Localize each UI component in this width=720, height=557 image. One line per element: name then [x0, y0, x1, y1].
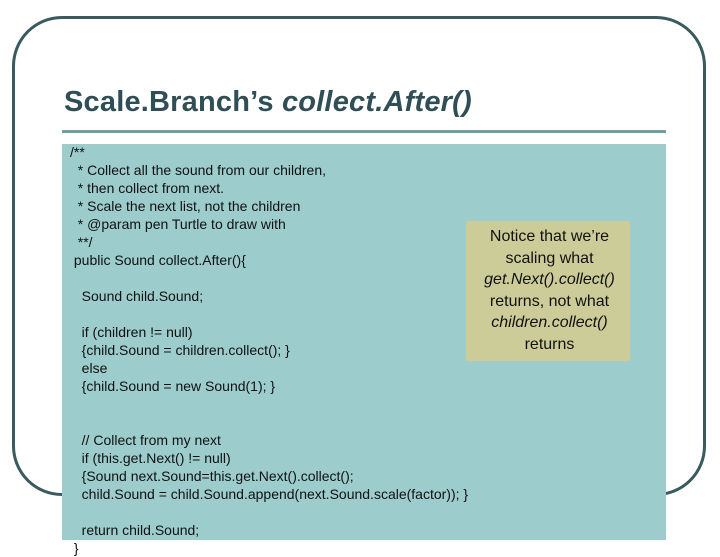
code-line: child.Sound = child.Sound.append(next.Sound.scale(factor)); } — [70, 486, 469, 502]
code-block — [70, 143, 468, 557]
code-line — [70, 413, 468, 431]
code-line: * Collect all the sound from our children, — [70, 162, 327, 178]
code-line: {child.Sound = new Sound(1); } — [70, 378, 276, 394]
code-line: } — [70, 540, 79, 556]
note-line: returns — [524, 335, 575, 353]
note-box — [466, 221, 630, 361]
code-line: // Collect from my next — [70, 432, 221, 448]
code-line — [70, 395, 468, 413]
note-line: returns, not what — [489, 292, 610, 310]
code-line: {child.Sound = children.collect(); } — [70, 342, 290, 358]
code-line: * Scale the next list, not the children — [70, 198, 301, 214]
note-line: children.collect() — [491, 314, 608, 331]
code-line — [70, 269, 468, 287]
code-line: Sound child.Sound; — [70, 288, 204, 304]
title-main: Scale.Branch’s — [64, 86, 274, 118]
code-line — [70, 305, 468, 323]
code-line: return child.Sound; — [70, 522, 200, 538]
code-line: {Sound next.Sound=this.get.Next().collect(); — [70, 468, 354, 484]
code-line: * then collect from next. — [70, 180, 225, 196]
code-line: * @param pen Turtle to draw with — [70, 216, 286, 232]
title-method: collect.After() — [281, 86, 472, 118]
note-line: get.Next().collect() — [484, 271, 615, 288]
code-line: **/ — [70, 234, 93, 250]
note-line: Notice that we’re — [489, 228, 610, 245]
code-line: if (this.get.Next() != null) — [70, 450, 231, 466]
code-line: public Sound collect.After(){ — [70, 252, 246, 268]
title-underline — [62, 130, 666, 133]
code-line: else — [70, 360, 108, 376]
code-line — [70, 503, 468, 521]
code-line: /** — [70, 144, 85, 160]
code-line: if (children != null) — [70, 324, 193, 340]
note-line: scaling what — [505, 249, 594, 267]
slide-title — [64, 86, 472, 119]
